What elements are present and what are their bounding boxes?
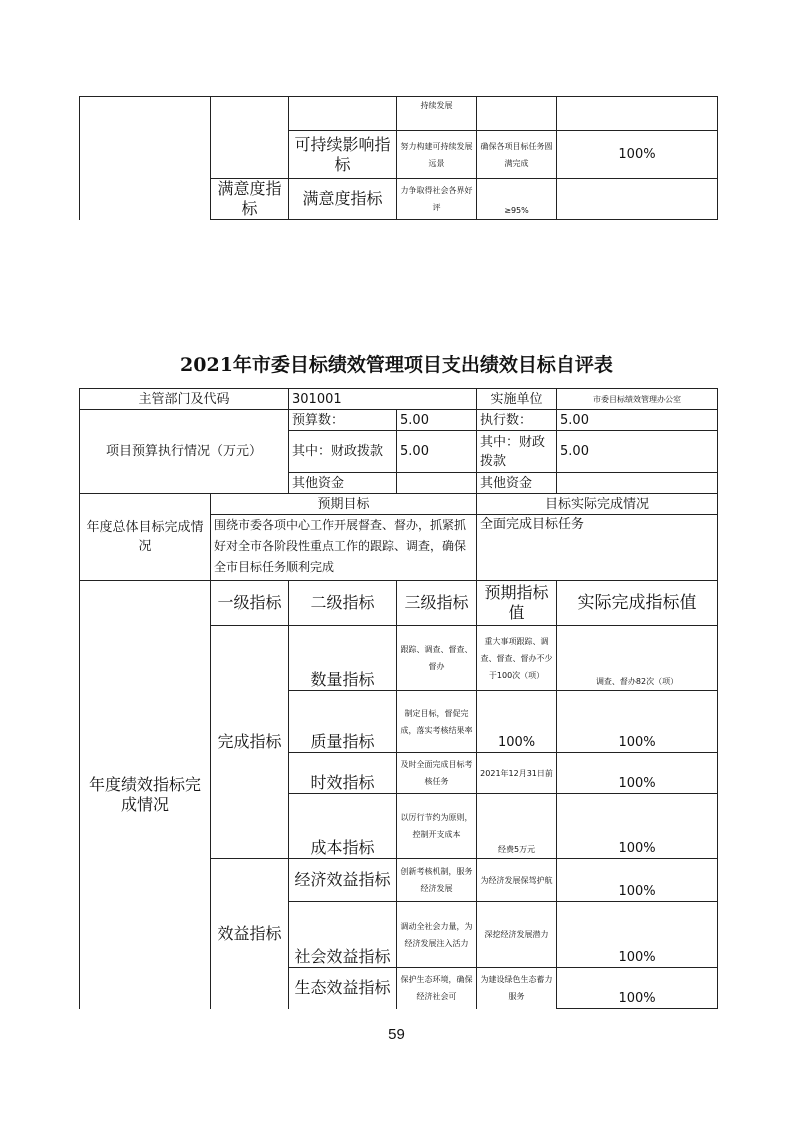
level2-cell: 成本指标 — [289, 794, 397, 859]
level2-cell: 时效指标 — [289, 753, 397, 794]
actual-cell: 100% — [557, 859, 718, 902]
evaluation-table — [79, 388, 718, 1009]
actual-cell: 100% — [557, 968, 718, 1009]
col-level2: 二级指标 — [289, 581, 397, 626]
blank-cell — [211, 97, 289, 179]
expected-cell: 为建设绿色生态蓄力服务 — [477, 968, 557, 1009]
target-cell: 确保各项目标任务圆满完成 — [477, 131, 557, 179]
annual-label: 年度总体目标完成情况 — [80, 494, 211, 581]
actual-cell: 100% — [557, 131, 718, 179]
fiscal-label: 其中：财政拨款 — [289, 431, 397, 473]
page-number: 59 — [388, 1026, 405, 1043]
level3-cell: 力争取得社会各界好评 — [397, 179, 477, 220]
expected-header: 预期目标 — [211, 494, 477, 515]
other-funds-label: 其他资金 — [289, 473, 397, 494]
other-funds-exec-label: 其他资金 — [477, 473, 557, 494]
level2-cell: 数量指标 — [289, 626, 397, 691]
level2-cell: 社会效益指标 — [289, 902, 397, 968]
expected-cell: 为经济发展保驾护航 — [477, 859, 557, 902]
expected-cell: 100% — [477, 691, 557, 753]
col-actual: 实际完成指标值 — [557, 581, 718, 626]
level3-cell: 跟踪、调查、督查、督办 — [397, 626, 477, 691]
actual-cell: 100% — [557, 691, 718, 753]
col-level3: 三级指标 — [397, 581, 477, 626]
actual-cell: 调查、督办82次（项） — [557, 626, 718, 691]
level1-cell: 满意度指标 — [211, 179, 289, 220]
dept-code: 301001 — [289, 389, 477, 410]
expected-cell: 深挖经济发展潜力 — [477, 902, 557, 968]
level3-cell: 持续发展 — [397, 97, 477, 131]
group-completion: 完成指标 — [211, 626, 289, 859]
level2-cell: 生态效益指标 — [289, 968, 397, 1009]
level3-cell: 调动全社会力量，为经济发展注入活力 — [397, 902, 477, 968]
fiscal-exec-value: 5.00 — [557, 431, 718, 473]
actual-cell: 100% — [557, 794, 718, 859]
level2-cell: 质量指标 — [289, 691, 397, 753]
expected-text: 围绕市委各项中心工作开展督查、督办，抓紧抓好对全市各阶段性重点工作的跟踪、调查，确保全市目标任务顺利完成 — [211, 515, 477, 581]
col-level1: 一级指标 — [211, 581, 289, 626]
budget-label: 项目预算执行情况（万元） — [80, 410, 289, 494]
dept-label: 主管部门及代码 — [80, 389, 289, 410]
expected-cell: 重大事项跟踪、调查、督查、督办不少于100次（项） — [477, 626, 557, 691]
level3-cell: 制定目标，督促完成，落实考核结果率 — [397, 691, 477, 753]
actual-cell: 100% — [557, 902, 718, 968]
blank-cell — [557, 97, 718, 131]
blank-cell — [289, 97, 397, 131]
fiscal-exec-label: 其中：财政拨款 — [477, 431, 557, 473]
col-expected: 预期指标值 — [477, 581, 557, 626]
level2-cell: 满意度指标 — [289, 179, 397, 220]
continuation-table — [79, 96, 718, 220]
level2-cell: 经济效益指标 — [289, 859, 397, 902]
level3-cell: 保护生态环境，确保经济社会可 — [397, 968, 477, 1009]
level2-cell: 可持续影响指标 — [289, 131, 397, 179]
budget-amount-value: 5.00 — [397, 410, 477, 431]
fiscal-value: 5.00 — [397, 431, 477, 473]
other-funds-exec-value — [557, 473, 718, 494]
blank-cell — [477, 97, 557, 131]
exec-amount-label: 执行数： — [477, 410, 557, 431]
exec-amount-value: 5.00 — [557, 410, 718, 431]
expected-cell: 2021年12月31日前 — [477, 753, 557, 794]
level3-cell: 努力构建可持续发展远景 — [397, 131, 477, 179]
budget-amount-label: 预算数： — [289, 410, 397, 431]
impl-label: 实施单位 — [477, 389, 557, 410]
level3-cell: 以厉行节约为原则，控制开支成本 — [397, 794, 477, 859]
expected-cell: 经费5万元 — [477, 794, 557, 859]
blank-cell — [80, 97, 211, 220]
actual-cell: 100% — [557, 753, 718, 794]
impl-unit: 市委目标绩效管理办公室 — [557, 389, 718, 410]
level3-cell: 创新考核机制，服务经济发展 — [397, 859, 477, 902]
level3-cell: 及时全面完成目标考核任务 — [397, 753, 477, 794]
page-title: 2021年市委目标绩效管理项目支出绩效目标自评表 — [180, 354, 613, 376]
actual-header: 目标实际完成情况 — [477, 494, 718, 515]
indicators-section-label: 年度绩效指标完成情况 — [80, 581, 211, 1009]
actual-text: 全面完成目标任务 — [477, 515, 718, 581]
other-funds-value — [397, 473, 477, 494]
blank-cell — [557, 179, 718, 220]
group-benefit: 效益指标 — [211, 859, 289, 1009]
target-cell: ≥95% — [477, 179, 557, 220]
